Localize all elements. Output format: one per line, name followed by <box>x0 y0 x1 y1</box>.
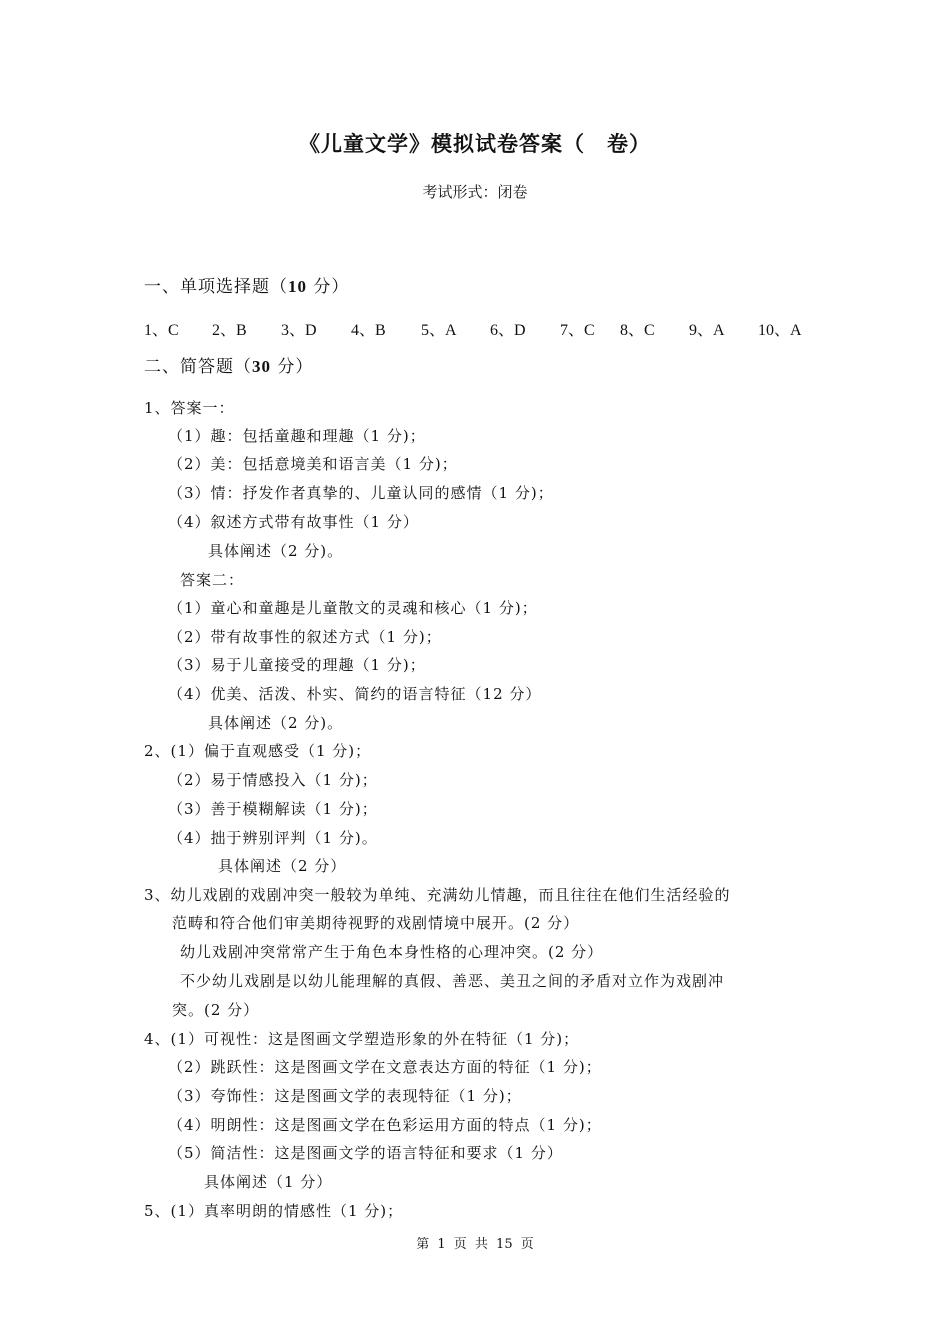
exam-format: 考试形式：闭卷 <box>422 183 528 201</box>
section-heading-suffix: 分） <box>271 357 314 377</box>
answer-line: （4）叙述方式带有故事性（1 分） <box>168 513 419 531</box>
choice-answer: 9、A <box>689 322 725 339</box>
section-heading-choice <box>144 272 349 297</box>
answer-line: （5）简洁性：这是图画文学的语言特征和要求（1 分） <box>168 1144 563 1162</box>
answer-line: 2、(1）偏于直观感受（1 分)； <box>144 742 372 760</box>
answer-line: （2）美：包括意境美和语言美（1 分)； <box>168 455 458 473</box>
answer-line: 范畴和符合他们审美期待视野的戏剧情境中展开。(2 分） <box>172 914 580 932</box>
answer-line: （2）跳跃性：这是图画文学在文意表达方面的特征（1 分)； <box>168 1058 602 1076</box>
answer-line: （2）易于情感投入（1 分)； <box>168 771 378 789</box>
answer-line: 具体阐述（2 分)。 <box>208 714 344 732</box>
answer-line: （4）拙于辨别评判（1 分)。 <box>168 829 378 847</box>
choice-answer: 8、C <box>620 322 655 339</box>
answer-line: 幼儿戏剧冲突常常产生于角色本身性格的心理冲突。(2 分） <box>180 943 604 961</box>
answer-line: 具体阐述（2 分） <box>218 857 347 875</box>
answer-line: 具体阐述（1 分） <box>204 1173 333 1191</box>
answer-line: （1）童心和童趣是儿童散文的灵魂和核心（1 分)； <box>168 599 538 617</box>
section-heading-text: 一、单项选择题（ <box>144 277 288 297</box>
answer-line: 3、幼儿戏剧的戏剧冲突一般较为单纯、充满幼儿情趣，而且往往在他们生活经验的 <box>144 886 731 904</box>
answer-line: 5、(1）真率明朗的情感性（1 分)； <box>144 1202 404 1220</box>
section-score: 10 <box>288 277 307 296</box>
choice-answer: 1、C <box>144 322 179 339</box>
choice-answer: 6、D <box>490 322 526 339</box>
section-heading-short-answer <box>144 352 313 377</box>
answer-line: （3）易于儿童接受的理趣（1 分)； <box>168 656 426 674</box>
answer-line: （3）夸饰性：这是图画文学的表现特征（1 分)； <box>168 1087 522 1105</box>
answer-line: 不少幼儿戏剧是以幼儿能理解的真假、善恶、美丑之间的矛盾对立作为戏剧冲 <box>180 972 725 990</box>
answer-line: 4、(1）可视性：这是图画文学塑造形象的外在特征（1 分)； <box>144 1030 580 1048</box>
section-score: 30 <box>252 357 271 376</box>
document-title: 《儿童文学》模拟试卷答案（ 卷） <box>299 132 651 156</box>
choice-answers-row <box>144 317 824 337</box>
answer-line: （4）优美、活泼、朴实、简约的语言特征（12 分） <box>168 685 542 703</box>
section-heading-text: 二、简答题（ <box>144 357 252 377</box>
answer-line: 1、答案一： <box>144 399 235 417</box>
answer-line: （3）情：抒发作者真挚的、儿童认同的感情（1 分)； <box>168 484 554 502</box>
choice-answer: 10、A <box>758 322 802 339</box>
answer-line: （4）明朗性：这是图画文学在色彩运用方面的特点（1 分)； <box>168 1116 602 1134</box>
answer-line: （1）趣：包括童趣和理趣（1 分)； <box>168 427 426 445</box>
answer-line: 突。(2 分） <box>172 1001 260 1019</box>
choice-answer: 2、B <box>212 322 247 339</box>
page-number: 第 1 页 共 15 页 <box>416 1237 534 1252</box>
section-heading-suffix: 分） <box>307 277 350 297</box>
choice-answer: 3、D <box>281 322 317 339</box>
answer-line: （3）善于模糊解读（1 分)； <box>168 800 378 818</box>
choice-answer: 4、B <box>351 322 386 339</box>
answer-line: 具体阐述（2 分)。 <box>208 542 344 560</box>
answer-line: 答案二： <box>180 571 245 589</box>
choice-answer: 7、C <box>560 322 595 339</box>
answer-line: （2）带有故事性的叙述方式（1 分)； <box>168 628 442 646</box>
choice-answer: 5、A <box>421 322 457 339</box>
